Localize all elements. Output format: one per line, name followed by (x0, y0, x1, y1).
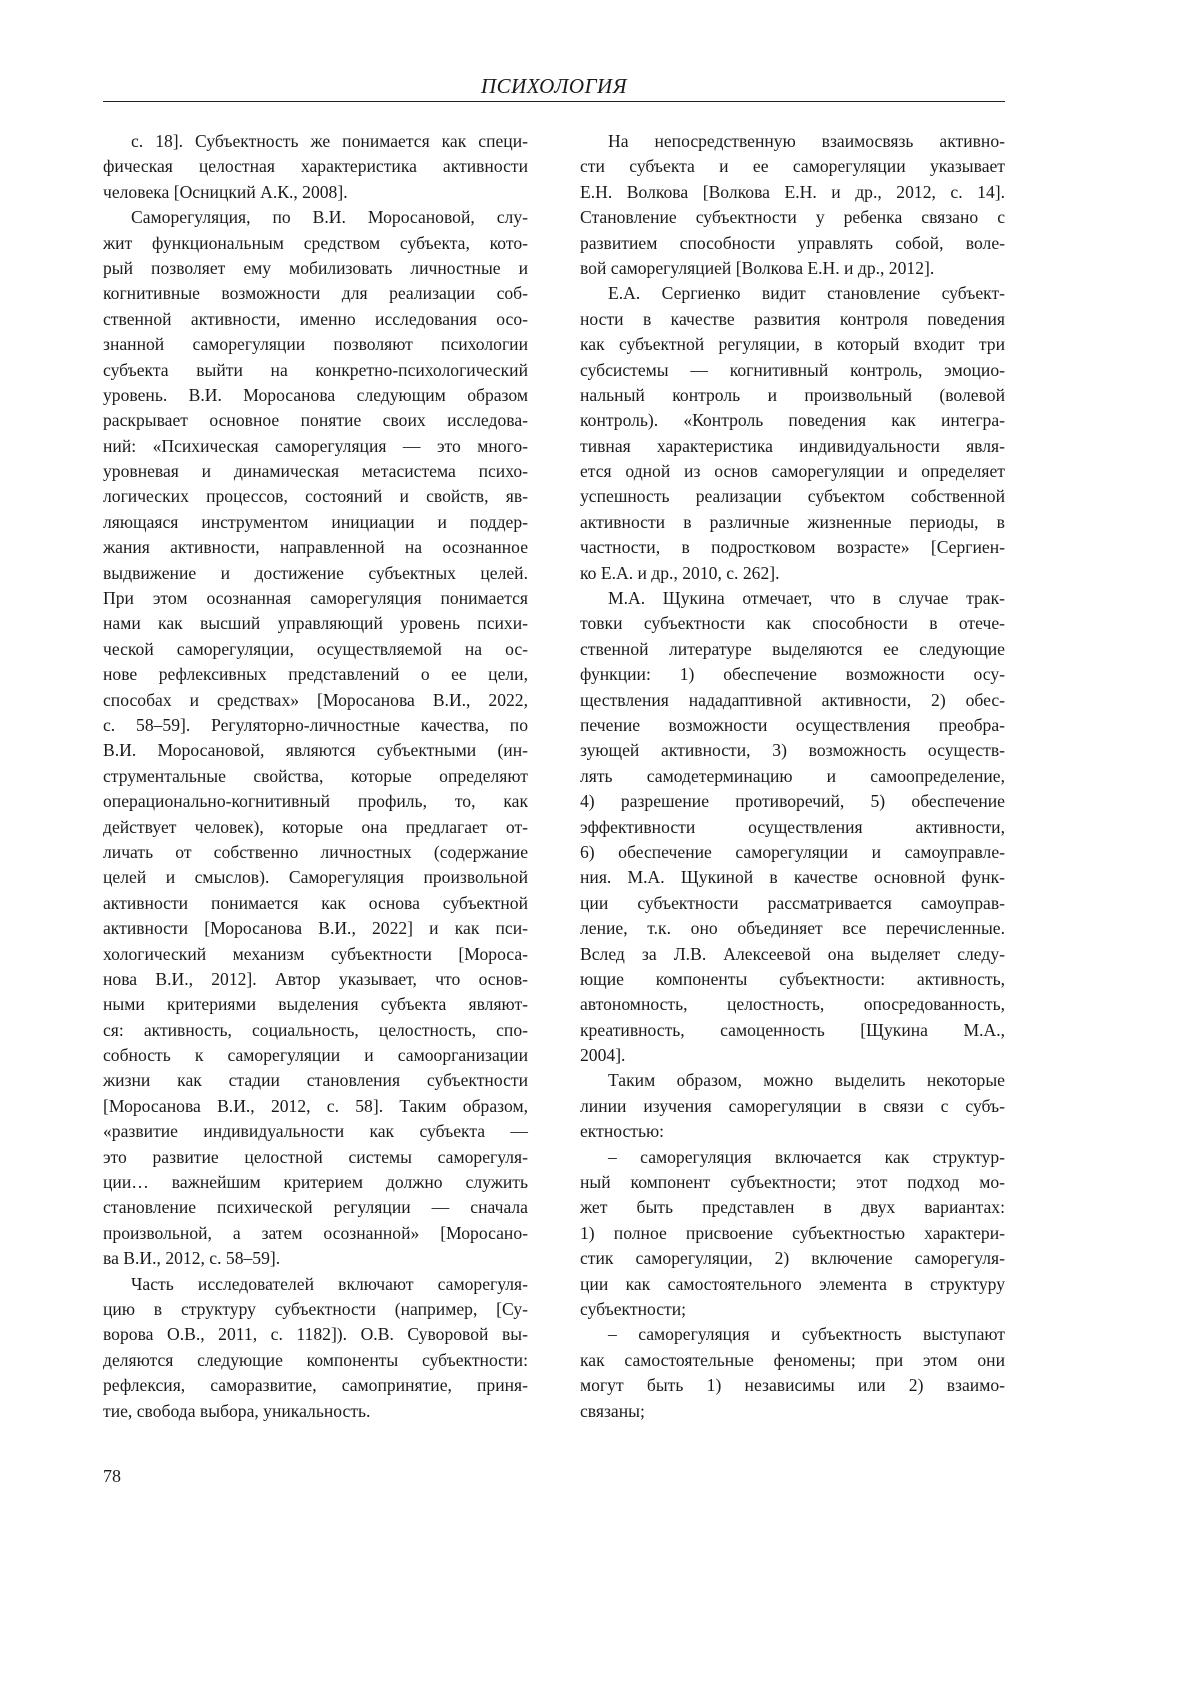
text-line: ния. М.А. Щукиной в качестве основной функ- (580, 865, 1005, 890)
text-line: – саморегуляция и субъектность выступают (580, 1322, 1005, 1347)
text-line: субъекта выйти на конкретно-психологический (103, 358, 528, 383)
text-line: активности в различные жизненные периоды, в (580, 510, 1005, 535)
text-line: вой саморегуляцией [Волкова Е.Н. и др., 2012]. (580, 256, 1005, 281)
text-line: личать от собственно личностных (содержание (103, 840, 528, 865)
text-line: Е.Н. Волкова [Волкова Е.Н. и др., 2012, с. 14]. (580, 180, 1005, 205)
text-line: Часть исследователей включают саморегуля- (103, 1272, 528, 1297)
text-line: рефлексия, саморазвитие, самопринятие, приня- (103, 1373, 528, 1398)
paragraph (580, 129, 1005, 281)
text-line: фическая целостная характеристика активности (103, 154, 528, 179)
text-line: ществления нададаптивной активности, 2) обес- (580, 688, 1005, 713)
text-line: Саморегуляция, по В.И. Моросановой, слу- (103, 205, 528, 230)
text-line: произвольной, а затем осознанной» [Моросано- (103, 1221, 528, 1246)
text-line: ственной активности, именно исследования осо- (103, 307, 528, 332)
paragraph (580, 1322, 1005, 1424)
paragraph (103, 205, 528, 1271)
text-line: [Моросанова В.И., 2012, с. 58]. Таким образом, (103, 1094, 528, 1119)
text-line: нове рефлексивных представлений о ее цели, (103, 662, 528, 687)
text-line: При этом осознанная саморегуляция понимается (103, 586, 528, 611)
right-column (580, 129, 1005, 1424)
text-line: активности [Моросанова В.И., 2022] и как пси- (103, 916, 528, 941)
text-line: М.А. Щукина отмечает, что в случае трак- (580, 586, 1005, 611)
text-line: цию в структуру субъектности (например, [Су- (103, 1297, 528, 1322)
text-line: ется одной из основ саморегуляции и определяет (580, 459, 1005, 484)
text-line: уровневая и динамическая метасистема психо- (103, 459, 528, 484)
text-line: с. 58–59]. Регуляторно-личностные качества, по (103, 713, 528, 738)
text-line: выдвижение и достижение субъектных целей. (103, 561, 528, 586)
text-line: ектностью: (580, 1119, 1005, 1144)
text-line: субсистемы — когнитивный контроль, эмоцио- (580, 358, 1005, 383)
text-line: частности, в подростковом возрасте» [Сергиен- (580, 535, 1005, 560)
text-line: Таким образом, можно выделить некоторые (580, 1068, 1005, 1093)
text-line: ся: активность, социальность, целостность, спо- (103, 1018, 528, 1043)
text-line: креативность, самоценность [Щукина М.А., (580, 1018, 1005, 1043)
text-line: ции… важнейшим критерием должно служить (103, 1170, 528, 1195)
text-line: нова В.И., 2012]. Автор указывает, что основ- (103, 967, 528, 992)
text-line: лять самодетерминацию и самоопределение, (580, 764, 1005, 789)
text-line: нальный контроль и произвольный (волевой (580, 383, 1005, 408)
running-head-title: ПСИХОЛОГИЯ (103, 74, 1005, 99)
paragraph (580, 1145, 1005, 1323)
text-line: уровень. В.И. Моросанова следующим образом (103, 383, 528, 408)
text-line: ляющаяся инструментом инициации и поддер- (103, 510, 528, 535)
text-line: жизни как стадии становления субъектности (103, 1068, 528, 1093)
text-line: эффективности осуществления активности, (580, 815, 1005, 840)
text-line: На непосредственную взаимосвязь активно- (580, 129, 1005, 154)
page-number: 78 (103, 1466, 121, 1487)
text-line: ний: «Психическая саморегуляция — это много- (103, 434, 528, 459)
text-line: ление, т.к. оно объединяет все перечисленные. (580, 916, 1005, 941)
text-line: как самостоятельные феномены; при этом они (580, 1348, 1005, 1373)
text-line: тивная характеристика индивидуальности явля- (580, 434, 1005, 459)
text-line: связаны; (580, 1399, 1005, 1424)
text-line: ческой саморегуляции, осуществляемой на ос- (103, 637, 528, 662)
text-line: ности в качестве развития контроля поведения (580, 307, 1005, 332)
text-line: субъектности; (580, 1297, 1005, 1322)
text-line: ко Е.А. и др., 2010, с. 262]. (580, 561, 1005, 586)
text-line: ными критериями выделения субъекта являют- (103, 992, 528, 1017)
text-line: 4) разрешение противоречий, 5) обеспечение (580, 789, 1005, 814)
text-line: деляются следующие компоненты субъектности: (103, 1348, 528, 1373)
text-line: действует человек), которые она предлагает от- (103, 815, 528, 840)
text-line: могут быть 1) независимы или 2) взаимо- (580, 1373, 1005, 1398)
text-line: целей и смыслов). Саморегуляция произвольной (103, 865, 528, 890)
header-rule (103, 101, 1005, 102)
text-line: знанной саморегуляции позволяют психологии (103, 332, 528, 357)
text-line: струментальные свойства, которые определяют (103, 764, 528, 789)
text-line: развитием способности управлять собой, воле- (580, 231, 1005, 256)
text-line: 1) полное присвоение субъектностью характери- (580, 1221, 1005, 1246)
text-line: с. 18]. Субъектность же понимается как специ- (103, 129, 528, 154)
text-line: операционально-когнитивный профиль, то, как (103, 789, 528, 814)
text-line: рый позволяет ему мобилизовать личностные и (103, 256, 528, 281)
text-line: «развитие индивидуальности как субъекта — (103, 1119, 528, 1144)
text-line: ющие компоненты субъектности: активность, (580, 967, 1005, 992)
paragraph (580, 281, 1005, 586)
text-line: логических процессов, состояний и свойств, яв- (103, 484, 528, 509)
text-line: линии изучения саморегуляции в связи с субъ- (580, 1094, 1005, 1119)
text-line: Вслед за Л.В. Алексеевой она выделяет следу- (580, 942, 1005, 967)
text-line: жет быть представлен в двух вариантах: (580, 1195, 1005, 1220)
text-line: успешность реализации субъектом собственной (580, 484, 1005, 509)
text-line: способах и средствах» [Моросанова В.И., 2022, (103, 688, 528, 713)
paragraph (103, 129, 528, 205)
text-line: становление психической регуляции — сначала (103, 1195, 528, 1220)
text-line: функции: 1) обеспечение возможности осу- (580, 662, 1005, 687)
paragraph (580, 586, 1005, 1068)
text-line: ворова О.В., 2011, с. 1182]). О.В. Суворовой вы- (103, 1322, 528, 1347)
text-line: Е.А. Сергиенко видит становление субъект- (580, 281, 1005, 306)
text-line: стик саморегуляции, 2) включение саморегуля- (580, 1246, 1005, 1271)
left-column (103, 129, 528, 1424)
text-line: тие, свобода выбора, уникальность. (103, 1399, 528, 1424)
paragraph (580, 1068, 1005, 1144)
text-line: как субъектной регуляции, в который входит три (580, 332, 1005, 357)
text-line: ции субъектности рассматривается самоуправ- (580, 891, 1005, 916)
text-line: ции как самостоятельного элемента в структуру (580, 1272, 1005, 1297)
text-line: активности понимается как основа субъектной (103, 891, 528, 916)
text-line: сти субъекта и ее саморегуляции указывает (580, 154, 1005, 179)
text-line: контроль). «Контроль поведения как интегра- (580, 408, 1005, 433)
text-line: Становление субъектности у ребенка связано с (580, 205, 1005, 230)
text-line: автономность, целостность, опосредованность, (580, 992, 1005, 1017)
text-line: человека [Осницкий А.К., 2008]. (103, 180, 528, 205)
text-line: – саморегуляция включается как структур- (580, 1145, 1005, 1170)
text-line: В.И. Моросановой, являются субъектными (ин- (103, 738, 528, 763)
text-line: 6) обеспечение саморегуляции и самоуправле- (580, 840, 1005, 865)
text-line: печение возможности осуществления преобра- (580, 713, 1005, 738)
text-line: раскрывает основное понятие своих исследова- (103, 408, 528, 433)
text-line: жания активности, направленной на осознанное (103, 535, 528, 560)
text-line: 2004]. (580, 1043, 1005, 1068)
text-line: зующей активности, 3) возможность осуществ- (580, 738, 1005, 763)
text-line: хологический механизм субъектности [Мороса- (103, 942, 528, 967)
text-line: когнитивные возможности для реализации соб- (103, 281, 528, 306)
text-line: ва В.И., 2012, с. 58–59]. (103, 1246, 528, 1271)
text-line: жит функциональным средством субъекта, кото- (103, 231, 528, 256)
text-line: нами как высший управляющий уровень психи- (103, 611, 528, 636)
text-line: ный компонент субъектности; этот подход мо- (580, 1170, 1005, 1195)
text-line: это развитие целостной системы саморегуля- (103, 1145, 528, 1170)
paragraph (103, 1272, 528, 1424)
text-line: товки субъектности как способности в отече- (580, 611, 1005, 636)
text-line: собность к саморегуляции и самоорганизации (103, 1043, 528, 1068)
text-line: ственной литературе выделяются ее следующие (580, 637, 1005, 662)
